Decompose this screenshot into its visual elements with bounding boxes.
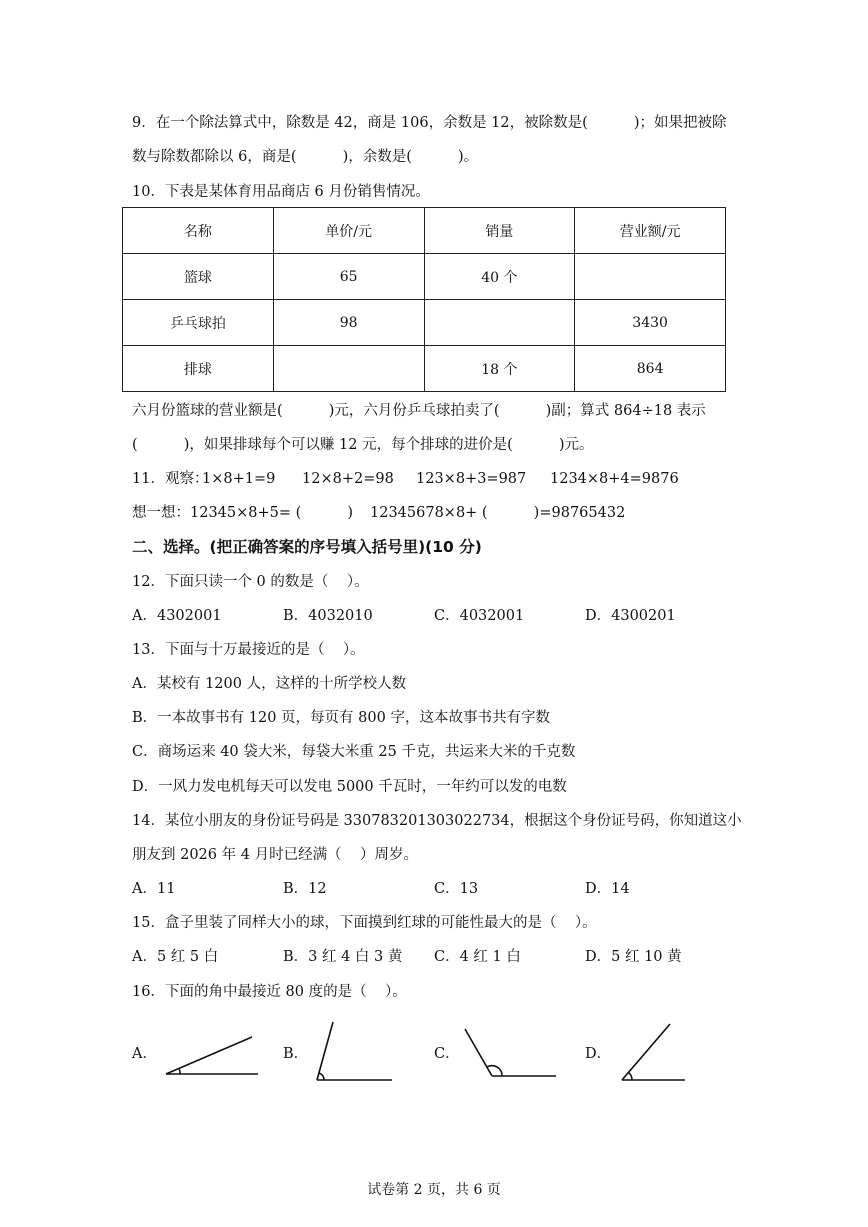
q15-option-d: D．5 红 10 黄: [585, 949, 682, 965]
angle-b-figure: [317, 1022, 392, 1080]
angle-d-figure: [622, 1024, 685, 1080]
table-header-cell: 销量: [424, 208, 575, 254]
q11-think-b: 12345678×8+ ( )=98765432: [370, 505, 626, 521]
q10-line2: ( )，如果排球每个可以赚 12 元，每个排球的进价是( )元。: [132, 437, 594, 453]
q11-item: 1234×8+4=9876: [550, 471, 679, 487]
q12-option-a: A．4302001: [132, 608, 222, 624]
table-header-cell: 营业额/元: [575, 208, 726, 254]
q11-think-a: 想一想：12345×8+5= ( ): [132, 505, 354, 521]
table-row: [123, 300, 726, 346]
q16-option-b: B．: [283, 1046, 309, 1062]
q15-option-c: C．4 红 1 白: [434, 949, 521, 965]
table-row: [123, 254, 726, 300]
q11-item: 1×8+1=9: [202, 471, 276, 487]
sales-table: [122, 207, 726, 392]
table-cell: 18 个: [424, 346, 575, 392]
q14-line2: 朋友到 2026 年 4 月时已经满（ ）周岁。: [132, 847, 418, 863]
table-cell: 65: [273, 254, 424, 300]
angle-a-figure: [166, 1037, 258, 1074]
table-cell: [575, 254, 726, 300]
q9-line1: 9．在一个除法算式中，除数是 42，商是 106，余数是 12，被除数是( )；如果把被除: [132, 115, 727, 131]
q12-option-b: B．4032010: [283, 608, 373, 624]
table-cell: 40 个: [424, 254, 575, 300]
table-header-cell: 单价/元: [273, 208, 424, 254]
q12-stem: 12．下面只读一个 0 的数是（ ）。: [132, 574, 369, 590]
q12-option-d: D．4300201: [585, 608, 676, 624]
angle-figures: [0, 1010, 868, 1100]
q15-stem: 15．盒子里装了同样大小的球，下面摸到红球的可能性最大的是（ ）。: [132, 915, 597, 931]
q10-line1: 六月份篮球的营业额是( )元，六月份乒乓球拍卖了( )副；算式 864÷18 表示: [132, 403, 706, 419]
q16-stem: 16．下面的角中最接近 80 度的是（ ）。: [132, 984, 407, 1000]
q11-item: 123×8+3=987: [416, 471, 527, 487]
q16-option-a: A．: [132, 1046, 157, 1062]
q11-prefix: 11．观察：: [132, 471, 209, 487]
table-cell: 乒乓球拍: [123, 300, 274, 346]
table-cell: 864: [575, 346, 726, 392]
table-row: [123, 346, 726, 392]
q13-option-a: A．某校有 1200 人，这样的十所学校人数: [132, 676, 407, 692]
q13-option-b: B．一本故事书有 120 页，每页有 800 字，这本故事书共有字数: [132, 710, 550, 726]
section-heading: 二、选择。(把正确答案的序号填入括号里)(10 分): [132, 538, 482, 556]
q10-intro: 10．下表是某体育用品商店 6 月份销售情况。: [132, 184, 430, 200]
angle-c-figure: [465, 1029, 556, 1076]
table-header-cell: 名称: [123, 208, 274, 254]
q14-option-b: B．12: [283, 881, 327, 897]
q11-item: 12×8+2=98: [302, 471, 394, 487]
q12-option-c: C．4032001: [434, 608, 525, 624]
table-header-row: [123, 208, 726, 254]
q16-option-c: C．: [434, 1046, 460, 1062]
q15-option-b: B．3 红 4 白 3 黄: [283, 949, 403, 965]
table-cell: 98: [273, 300, 424, 346]
table-cell: 3430: [575, 300, 726, 346]
q13-option-d: D．一风力发电机每天可以发电 5000 千瓦时，一年约可以发的电数: [132, 779, 567, 795]
q16-option-d: D．: [585, 1046, 612, 1062]
table-cell: [273, 346, 424, 392]
q14-option-d: D．14: [585, 881, 630, 897]
table-cell: 篮球: [123, 254, 274, 300]
q14-option-c: C．13: [434, 881, 479, 897]
q15-option-a: A．5 红 5 白: [132, 949, 219, 965]
page-footer: 试卷第 2 页，共 6 页: [367, 1182, 501, 1198]
table-cell: [424, 300, 575, 346]
table-cell: 排球: [123, 346, 274, 392]
q14-line1: 14．某位小朋友的身份证号码是 330783201303022734，根据这个身份证号码，你知道这小: [132, 813, 742, 829]
q13-stem: 13．下面与十万最接近的是（ ）。: [132, 642, 365, 658]
q13-option-c: C．商场运来 40 袋大米，每袋大米重 25 千克，共运来大米的千克数: [132, 744, 576, 760]
q14-option-a: A．11: [132, 881, 176, 897]
q9-line2: 数与除数都除以 6，商是( )，余数是( )。: [132, 149, 479, 165]
